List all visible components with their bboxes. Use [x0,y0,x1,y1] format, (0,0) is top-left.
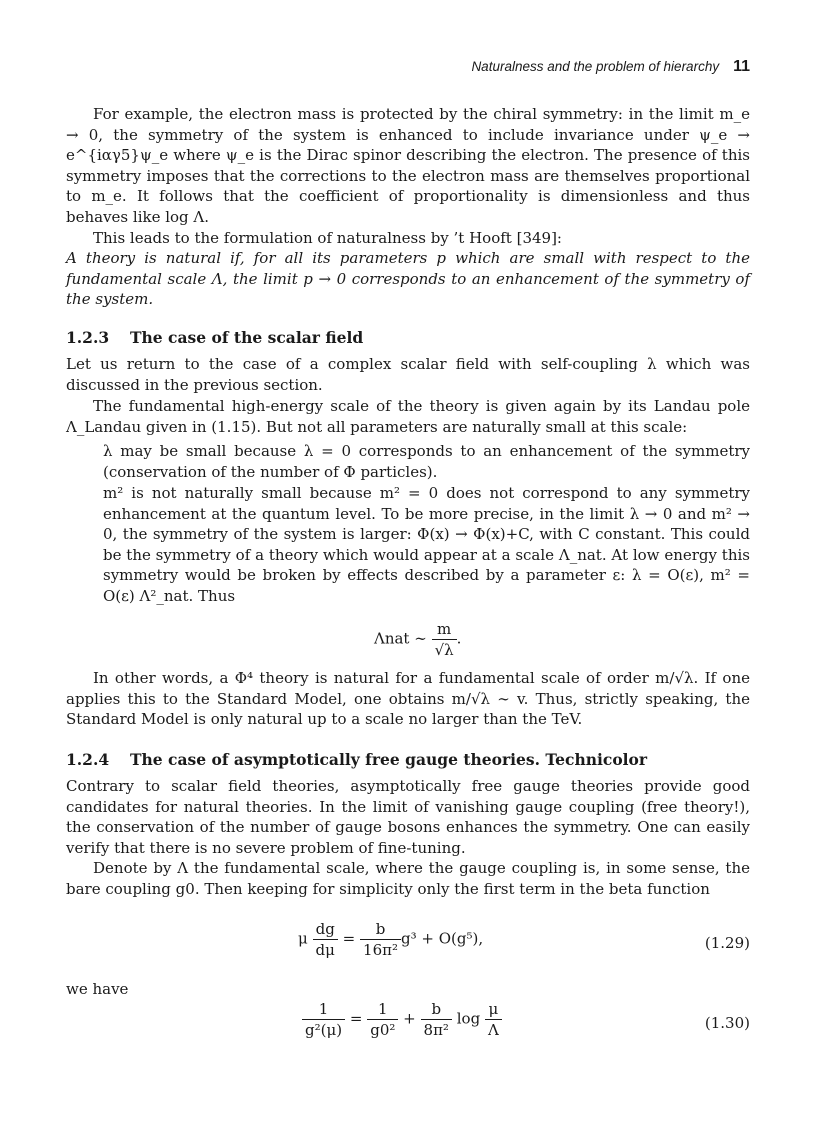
eq130-b: b [421,1000,452,1020]
equation-1-30 [302,1000,502,1039]
eq129-dmu: dμ [315,941,335,959]
eq130-log: log [456,1009,481,1028]
paragraph-landau-pole: The fundamental high-energy scale of the theory is given again by its Landau pole Λ_Landau given in (1.15). But not all parameters are naturally small at this scale: [66,397,750,436]
section-number: 1.2.3 [66,328,110,347]
eq129-equals: = [342,929,356,948]
paragraph-thooft-intro: This leads to the formulation of naturalness by ’t Hooft [349]: [93,229,562,247]
eq130-one-b: 1 [367,1000,398,1020]
eq-nat-denominator: √λ [434,641,454,659]
eq129-derivative [313,920,338,959]
section-heading-1-2-4 [66,750,647,769]
paragraph-asymptotic-freedom: Contrary to scalar field theories, asymptotically free gauge theories provide good candidates for natural theories. In the limit of vanishing gauge coupling (free theory!), the conservation of the number of gauge bosons enhances the symmetry. One can easily verify that there is no severe problem of fine-tuning. [66,777,750,857]
eq130-bare [367,1000,398,1039]
eq129-b: b [360,920,401,940]
equation-lambda-nat [374,620,461,659]
equation-number-1-30: (1.30) [704,1014,750,1032]
section-number: 1.2.4 [66,750,110,769]
eq130-equals: = [349,1009,363,1028]
running-head [471,58,750,76]
eq130-lambda: Λ [487,1021,499,1039]
eq130-one: 1 [302,1000,345,1020]
paragraph-scalar-intro: Let us return to the case of a complex scalar field with self-coupling λ which was discussed in the previous section. [66,355,750,394]
section-title: The case of the scalar field [130,328,364,347]
section-title: The case of asymptotically free gauge theories. Technicolor [130,750,648,769]
paragraph-phi4-natural: In other words, a Φ⁴ theory is natural for a fundamental scale of order m/√λ. If one applies this to the Standard Model, one obtains m/√λ ∼ v. Thus, strictly speaking, the Standard Model is only natural up to a scale no larger than the TeV. [66,669,750,729]
eq-nat-numerator: m [432,620,457,640]
eq130-8pi2: 8π² [423,1021,449,1039]
text-we-have: we have [66,980,129,998]
paragraph-bare-coupling: Denote by Λ the fundamental scale, where the gauge coupling is, in some sense, the bare coupling g0. Then keeping for simplicity only the first term in the beta function [66,859,750,898]
eq129-mu: μ [298,929,308,948]
eq-nat-lhs: Λnat ∼ [374,629,427,648]
eq129-coefficient [360,920,401,959]
running-head-title: Naturalness and the problem of hierarchy [471,59,720,74]
eq130-g2mu: g²(μ) [305,1021,343,1039]
eq129-dg: dg [313,920,338,940]
eq129-rest: g³ + O(g⁵), [401,929,484,948]
eq129-16pi2: 16π² [363,941,398,959]
naturalness-definition: A theory is natural if, for all its parameters p which are small with respect to the fundamental scale Λ, the limit p → 0 corresponds to an enhancement of the symmetry of the system. [66,249,750,309]
eq130-coefficient [421,1000,452,1039]
eq130-lhs [302,1000,345,1039]
page-number: 11 [733,58,750,75]
eq130-g02: g0² [370,1021,396,1039]
list-item-lambda: λ may be small because λ = 0 corresponds to an enhancement of the symmetry (conservation of the number of Φ particles). [103,442,750,481]
paragraph-chiral-symmetry: For example, the electron mass is protected by the chiral symmetry: in the limit m_e → 0, the symmetry of the system is enhanced to include invariance under ψ_e → e^{iαγ5}ψ_e where ψ_e is the Dirac spinor describing the electron. The presence of this symmetry imposes that the corrections to the electron mass are themselves proportional to m_e. It follows that the coefficient of proportionality is dimensionless and thus behaves like log Λ. [66,105,750,226]
equation-1-29 [298,920,483,959]
eq130-mu: μ [485,1000,502,1020]
list-item-mass: m² is not naturally small because m² = 0 does not correspond to any symmetry enhancement at the quantum level. To be more precise, in the limit λ → 0 and m² → 0, the symmetry of the system is larger: Φ(x) → Φ(x)+C, with C constant. This could be the symmetry of a theory which would appear at a scale Λ_nat. At low energy this symmetry would be broken by effects described by a parameter ε: λ = O(ε), m² = O(ε) Λ²_nat. Thus [103,484,750,605]
eq-nat-fraction [432,620,457,659]
section-heading-1-2-3 [66,328,363,347]
equation-number-1-29: (1.29) [704,934,750,952]
eq130-plus: + [403,1009,416,1028]
eq-nat-tail: . [456,629,462,648]
eq130-ratio [485,1000,502,1039]
